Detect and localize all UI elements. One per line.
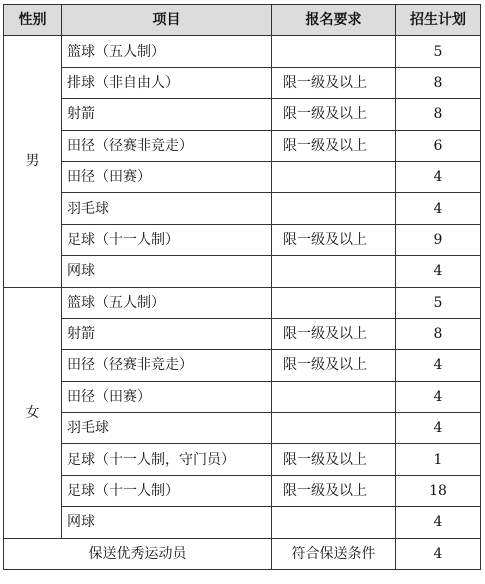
item-cell: 田径（田赛） (62, 381, 272, 412)
requirement-cell (272, 161, 396, 192)
item-cell: 田径（径赛非竞走） (62, 350, 272, 381)
plan-cell: 8 (396, 318, 481, 349)
table-row (4, 444, 481, 475)
item-cell: 网球 (62, 256, 272, 287)
plan-cell: 4 (396, 413, 481, 444)
table-row (4, 193, 481, 224)
requirement-cell (272, 507, 396, 538)
table-row (4, 413, 481, 444)
table-row (4, 67, 481, 98)
plan-cell: 4 (396, 507, 481, 538)
table-row (4, 475, 481, 506)
table-row (4, 161, 481, 192)
plan-cell: 4 (396, 193, 481, 224)
plan-cell: 1 (396, 444, 481, 475)
item-cell: 足球（十一人制） (62, 224, 272, 255)
plan-cell: 5 (396, 36, 481, 67)
gender-cell: 女 (4, 287, 62, 538)
plan-cell: 6 (396, 130, 481, 161)
plan-cell: 4 (396, 350, 481, 381)
table-row (4, 350, 481, 381)
requirement-cell: 限一级及以上 (272, 224, 396, 255)
requirement-cell: 限一级及以上 (272, 67, 396, 98)
requirement-cell (272, 413, 396, 444)
requirement-cell (272, 36, 396, 67)
header-gender: 性别 (4, 5, 62, 36)
requirement-cell: 限一级及以上 (272, 318, 396, 349)
table-row (4, 381, 481, 412)
footer-row (4, 538, 481, 569)
plan-cell: 5 (396, 287, 481, 318)
plan-cell: 18 (396, 475, 481, 506)
item-cell: 足球（十一人制） (62, 475, 272, 506)
item-cell: 射箭 (62, 318, 272, 349)
plan-cell: 8 (396, 99, 481, 130)
item-cell: 田径（田赛） (62, 161, 272, 192)
item-cell: 排球（非自由人） (62, 67, 272, 98)
plan-cell: 4 (396, 256, 481, 287)
requirement-cell (272, 381, 396, 412)
requirement-cell: 限一级及以上 (272, 475, 396, 506)
table-row (4, 36, 481, 67)
header-item: 项目 (62, 5, 272, 36)
enrollment-table (3, 4, 481, 570)
requirement-cell: 限一级及以上 (272, 350, 396, 381)
plan-cell: 8 (396, 67, 481, 98)
gender-cell: 男 (4, 36, 62, 287)
table-row (4, 287, 481, 318)
item-cell: 羽毛球 (62, 413, 272, 444)
table-body (4, 36, 481, 538)
footer-plan-cell: 4 (396, 538, 481, 569)
table-row (4, 99, 481, 130)
item-cell: 射箭 (62, 99, 272, 130)
plan-cell: 9 (396, 224, 481, 255)
item-cell: 足球（十一人制，守门员） (62, 444, 272, 475)
item-cell: 田径（径赛非竞走） (62, 130, 272, 161)
requirement-cell: 限一级及以上 (272, 130, 396, 161)
plan-cell: 4 (396, 381, 481, 412)
item-cell: 篮球（五人制） (62, 287, 272, 318)
requirement-cell: 限一级及以上 (272, 99, 396, 130)
footer-item-cell: 保送优秀运动员 (4, 538, 272, 569)
header-plan: 招生计划 (396, 5, 481, 36)
table-row (4, 256, 481, 287)
header-requirement: 报名要求 (272, 5, 396, 36)
table-row (4, 507, 481, 538)
requirement-cell: 限一级及以上 (272, 444, 396, 475)
plan-cell: 4 (396, 161, 481, 192)
item-cell: 网球 (62, 507, 272, 538)
header-row (4, 5, 481, 36)
requirement-cell (272, 256, 396, 287)
table-row (4, 318, 481, 349)
item-cell: 篮球（五人制） (62, 36, 272, 67)
item-cell: 羽毛球 (62, 193, 272, 224)
table-row (4, 130, 481, 161)
table-row (4, 224, 481, 255)
requirement-cell (272, 193, 396, 224)
footer-requirement-cell: 符合保送条件 (272, 538, 396, 569)
requirement-cell (272, 287, 396, 318)
